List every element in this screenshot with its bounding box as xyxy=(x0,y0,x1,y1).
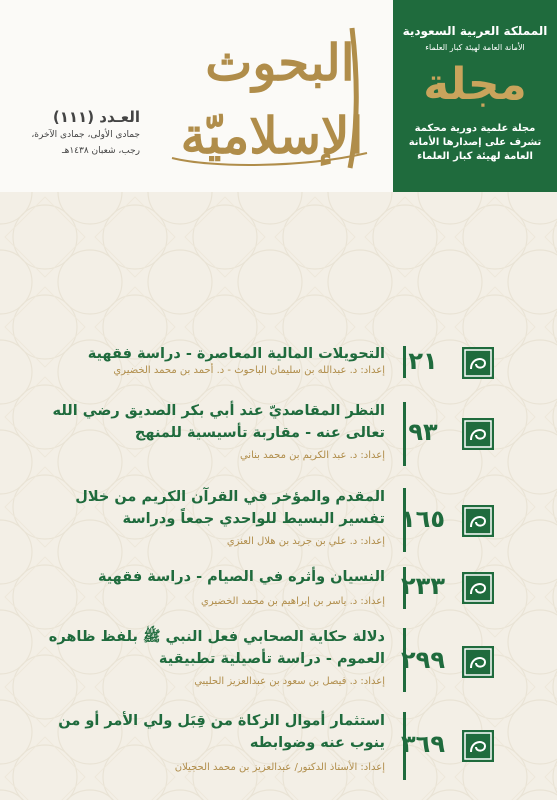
arabesque-emblem-icon xyxy=(462,505,494,537)
entry-author: إعداد: الأستاذ الدكتور/ عبدالعزيز بن محمد الحجيلان xyxy=(174,762,385,773)
entry-page-number: ٢٩٩ xyxy=(401,646,445,674)
entry-author: إعداد: د. ياسر بن إبراهيم بن محمد الخضيري xyxy=(201,596,385,607)
entry-page-number: ٢٣٣ xyxy=(401,572,445,600)
entry-author: إعداد: د. فيصل بن سعود بن عبدالعزيز الحليبي xyxy=(194,676,385,687)
country-name: المملكة العربية السعودية xyxy=(402,24,548,38)
issue-date-line-1: جمادى الأولى، جمادى الآخرة، xyxy=(31,130,140,140)
arabesque-emblem-icon xyxy=(462,572,494,604)
entry-title: دلالة حكاية الصحابي فعل النبي ﷺ بلفظ ظاهره العموم - دراسة تأصيلية تطبيقية xyxy=(48,629,385,667)
entry-title: النسيان وأثره في الصيام - دراسة فقهية xyxy=(97,569,385,585)
arabesque-emblem-icon xyxy=(462,730,494,762)
entry-page-number: ١٦٥ xyxy=(401,505,445,533)
arabesque-emblem-icon xyxy=(462,418,494,450)
entry-author: إعداد: د. عبدالله بن سليمان الباحوث - د. أحمد بن محمد الخضيري xyxy=(113,365,385,376)
issue-number: العـدد (١١١) xyxy=(52,108,140,126)
logo-line-1: البحوث xyxy=(205,33,355,92)
journal-calligraphy-logo xyxy=(152,18,387,178)
issue-info xyxy=(18,108,140,156)
issue-date-line-2: رجب، شعبان ١٤٣٨هـ xyxy=(61,146,140,156)
arabesque-emblem-icon xyxy=(462,347,494,379)
entry-page-number: ٩٣ xyxy=(408,418,438,446)
entry-page-number: ٢١ xyxy=(408,347,438,375)
entry-title: استثمار أموال الزكاة من قِبَل ولي الأمر أو من ينوب عنه وضوابطه xyxy=(58,713,385,751)
entry-author: إعداد: د. عبد الكريم بن محمد بناني xyxy=(239,450,385,461)
council-name: الأمانة العامة لهيئة كبار العلماء xyxy=(425,43,525,52)
entry-author: إعداد: د. علي بن جريد بن هلال العنزي xyxy=(226,536,385,547)
publisher-box xyxy=(393,0,557,192)
arabesque-emblem-icon xyxy=(462,646,494,678)
entry-title: النظر المقاصديّ عند أبي بكر الصديق رضي الله تعالى عنه - مقاربة تأسيسية للمنهج xyxy=(52,403,385,441)
entry-title: التحويلات المالية المعاصرة - دراسة فقهية xyxy=(87,346,385,362)
entry-title: المقدم والمؤخر في القرآن الكريم من خلال تفسير البسيط للواحدي جمعاً ودراسة xyxy=(75,489,385,527)
magazine-description: مجلة علمية دورية محكمة تشرف على إصدارها الأمانة العامة لهيئة كبار العلماء xyxy=(408,123,542,162)
magazine-word: مجلة xyxy=(423,59,527,110)
cover-header xyxy=(0,0,557,192)
logo-line-2: الإسلاميّة xyxy=(180,106,364,165)
entry-page-number: ٣٦٩ xyxy=(401,730,445,758)
